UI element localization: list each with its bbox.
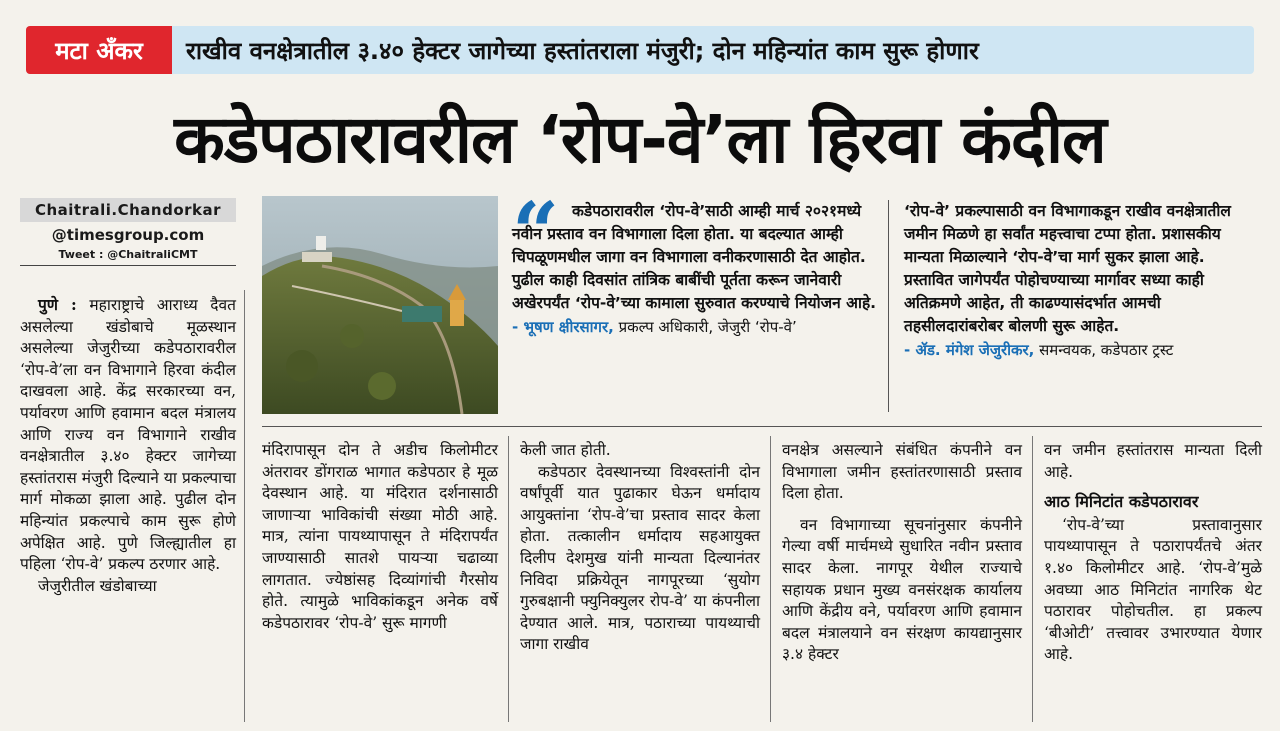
column-divider bbox=[770, 436, 771, 722]
body-column-2 bbox=[262, 440, 498, 634]
body-column-4 bbox=[782, 440, 1022, 666]
pull-quote-1-role: प्रकल्प अधिकारी, जेजुरी ‘रोप-वे’ bbox=[618, 318, 797, 336]
section-divider bbox=[262, 426, 1262, 427]
pull-quote-1-text: कडेपठारावरील ‘रोप-वे’साठी आम्ही मार्च २०२१मध्ये नवीन प्रस्ताव वन विभागाला दिला होता. या बदल्यात आम्ही चिपळूणमधील जागा वन विभागाला वनीकरणासाठी देत आहोत. पुढील काही दिवसांत तांत्रिक बाबींची पूर्तता करून जानेवारी अखेरपर्यंत ‘रोप-वे’च्या कामाला सुरुवात करण्याचे नियोजन आहे. bbox=[512, 202, 877, 312]
subheading: आठ मिनिटांत कडेपठारावर bbox=[1044, 492, 1199, 512]
column-divider bbox=[244, 290, 245, 722]
quote-mark-icon: “ bbox=[512, 185, 560, 281]
body-paragraph: केली जात होती. bbox=[520, 441, 611, 459]
headline: कडेपठारावरील ‘रोप-वे’ला हिरवा कंदील bbox=[174, 101, 1106, 178]
body-paragraph: वन विभागाच्या सूचनांनुसार कंपनीने गेल्या वर्षी मार्चमध्ये सुधारित नवीन प्रस्ताव सादर केला. नागपूर येथील राज्याचे सहायक प्रधान मुख्य वनसंरक्षक कार्यालय आणि केंद्रीय वने, पर्यावरण आणि हवामान बदल मंत्रालयाने वन संरक्षण कायद्यानुसार ३.४ हेक्टर bbox=[782, 515, 1022, 664]
body-paragraph: वन जमीन हस्तांतरास मान्यता दिली आहे. bbox=[1044, 441, 1262, 481]
pull-quote-1 bbox=[512, 200, 880, 337]
body-paragraph: ‘रोप-वे’च्या प्रस्तावानुसार पायथ्यापासून ते पठारापर्यंतचे अंतर १.४० किलोमीटर आहे. ‘रोप-वे’मुळे अवघ्या आठ मिनिटांत नागरिक थेट पठारावर पोहोचतील. हा प्रकल्प ‘बीओटी’ तत्त्वावर उभारण्यात येणार आहे. bbox=[1044, 515, 1262, 664]
kicker-text: राखीव वनक्षेत्रातील ३.४० हेक्टर जागेच्या हस्तांतराला मंजुरी; दोन महिन्यांत काम सुरू होणार bbox=[186, 36, 979, 65]
section-tag: मटा अँकर bbox=[26, 26, 172, 74]
dateline: पुणे : bbox=[38, 295, 77, 314]
pull-quote-2-role: समन्वयक, कडेपठार ट्रस्ट bbox=[1039, 341, 1174, 359]
body-column-1 bbox=[20, 294, 236, 597]
body-paragraph: वनक्षेत्र असल्याने संबंधित कंपनीने वन विभागाला जमीन हस्तांतरणासाठी प्रस्ताव दिला होता. bbox=[782, 441, 1022, 503]
pull-quote-1-attribution bbox=[512, 317, 880, 337]
pull-quote-2 bbox=[904, 200, 1244, 360]
hilltop-temple-photo bbox=[262, 196, 498, 414]
pull-quote-1-author: - भूषण क्षीरसागर, bbox=[512, 318, 614, 336]
body-column-3 bbox=[520, 440, 760, 656]
column-divider bbox=[508, 436, 509, 722]
byline-name: Chaitrali.Chandorkar bbox=[20, 198, 236, 222]
byline-tweet: Tweet : @ChaitraliCMT bbox=[20, 248, 236, 266]
quote-divider bbox=[888, 200, 889, 412]
byline bbox=[20, 198, 236, 266]
pull-quote-2-text: ‘रोप-वे’ प्रकल्पासाठी वन विभागाकडून राखीव वनक्षेत्रातील जमीन मिळणे हा सर्वांत महत्त्वाचा टप्पा होता. प्रशासकीय मान्यता मिळाल्याने ‘रोप-वे’चा मार्ग सुकर झाला आहे. प्रस्तावित जागेपर्यंत पोहोचण्याच्या मार्गावर सध्या काही अतिक्रमणे आहेत, ती काढण्यासंदर्भात आमची तहसीलदारांबरोबर बोलणी सुरू आहेत. bbox=[904, 202, 1231, 335]
body-paragraph: कडेपठार देवस्थानच्या विश्वस्तांनी दोन वर्षांपूर्वी यात पुढाकार घेऊन धर्मादाय आयुक्तांना ‘रोप-वे’चा प्रस्ताव सादर केला होता. तत्कालीन धर्मादाय सहआयुक्त दिलीप देशमुख यांनी मान्यता दिल्यानंतर निविदा प्रक्रियेतून नागपूरच्या ‘सुयोग गुरुबक्षानी फ्युनिक्युलर रोप-वे’ या कंपनीला देण्यात आले. मात्र, पठाराच्या पायथ्याची जागा राखीव bbox=[520, 462, 760, 654]
body-paragraph: मंदिरापासून दोन ते अडीच किलोमीटर अंतरावर डोंगराळ भागात कडेपठार हे मूळ देवस्थान आहे. या मंदिरात दर्शनासाठी जाणाऱ्या भाविकांची संख्या मोठी आहे. मात्र, त्यांना पायथ्यापासून ते मंदिरापर्यंत जाण्यासाठी सातशे पायऱ्या चढाव्या लागतात. ज्येष्ठांसह दिव्यांगांची गैरसोय होते. त्यामुळे भाविकांकडून अनेक वर्षे कडेपठारावर ‘रोप-वे’ सुरू मागणी bbox=[262, 441, 498, 632]
byline-email: @timesgroup.com bbox=[51, 226, 205, 244]
pull-quote-2-author: - ॲड. मंगेश जेजुरीकर, bbox=[904, 341, 1035, 359]
pull-quote-2-attribution bbox=[904, 340, 1244, 360]
column-divider bbox=[1032, 436, 1033, 722]
article-photo bbox=[262, 196, 498, 414]
body-paragraph: पुणे : महाराष्ट्राचे आराध्य दैवत असलेल्या खंडोबाचे मूळस्थान असलेल्या जेजुरीच्या कडेपठारावरील ‘रोप-वे’ला वन विभागाने हिरवा कंदील दाखवला आहे. केंद्र सरकारच्या वन, पर्यावरण आणि हवामान बदल मंत्रालय आणि राज्य वन विभागाने राखीव वनक्षेत्रातील ३.४० हेक्टर जागेच्या हस्तांतरास मंजुरी दिल्याने या प्रकल्पाचा मार्ग मोकळा झाला आहे. पुढील दोन महिन्यांत प्रकल्पाचे काम सुरू होणे अपेक्षित आहे. पुणे जिल्ह्यातील हा पहिला ‘रोप-वे’ प्रकल्प ठरणार आहे. bbox=[20, 295, 236, 574]
body-paragraph: जेजुरीतील खंडोबाच्या bbox=[38, 576, 157, 595]
body-column-5 bbox=[1044, 440, 1262, 666]
